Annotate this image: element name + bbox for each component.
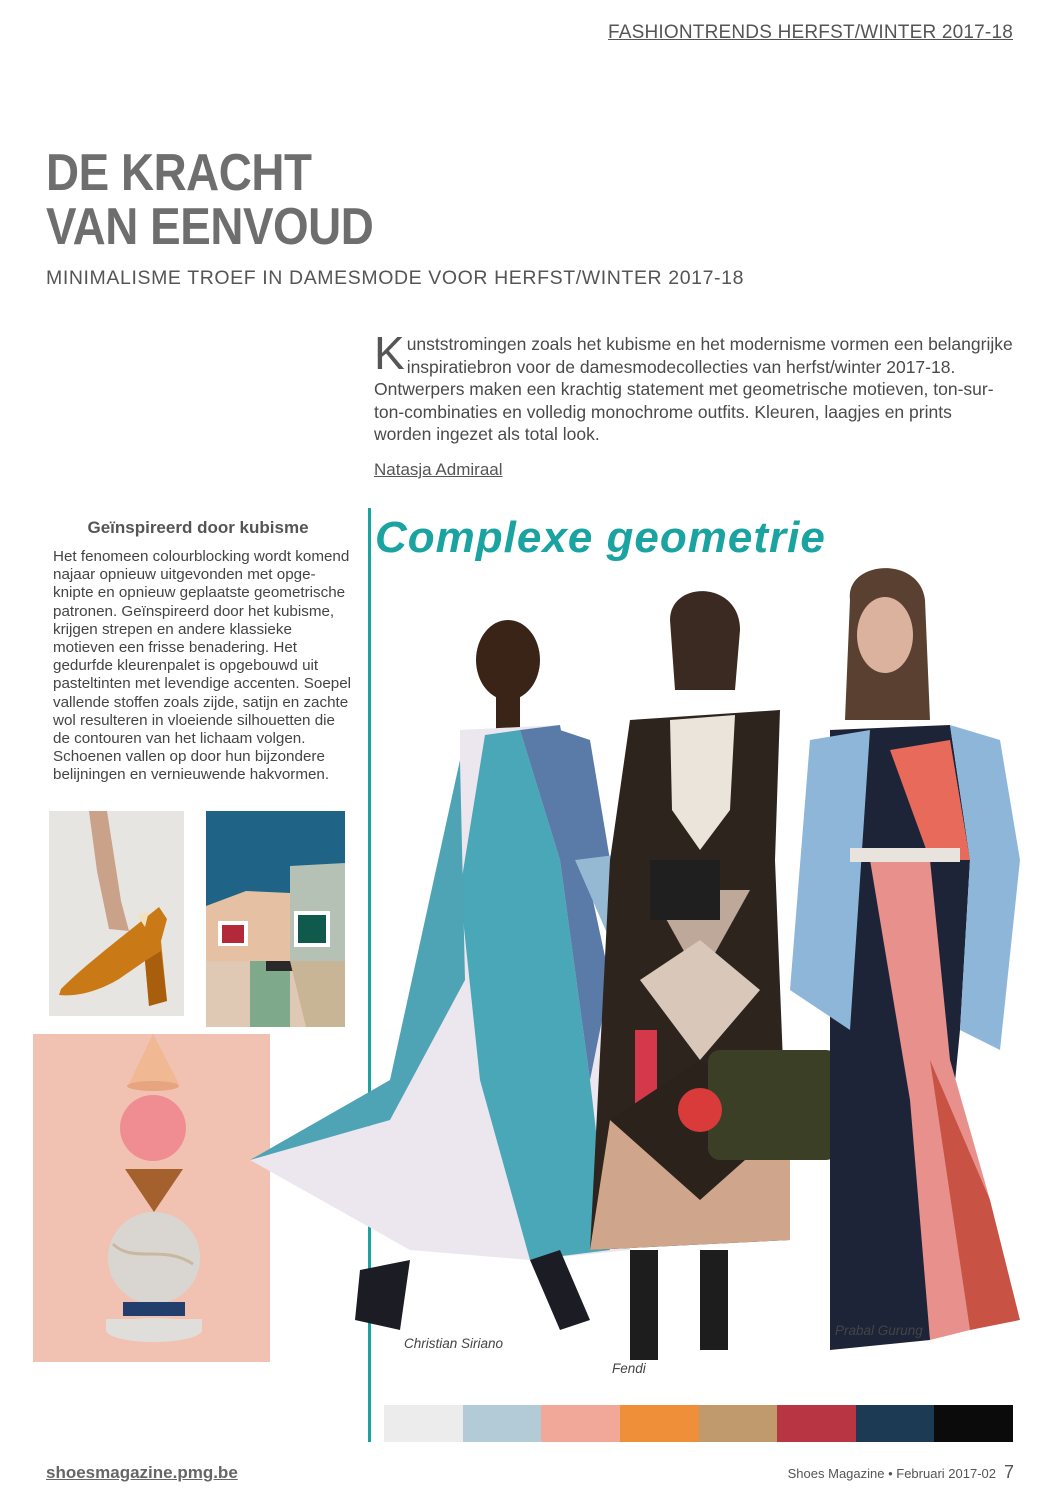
intro-paragraph (374, 327, 1014, 446)
footer-info (788, 1462, 1014, 1483)
drop-cap: K (374, 327, 405, 379)
palette-swatch (463, 1405, 542, 1442)
article-title (46, 146, 373, 254)
palette-swatch (934, 1405, 1013, 1442)
intro-text: unststromingen zoals het kubisme en het modernisme vormen een belangrijke inspiratiebron voor de damesmodecollecties van herfst/winter 2017-18. Ontwerpers maken een krachtig statement met geometrische motieven, ton-sur-ton-combinaties en volledig monochrome outfits. Kleuren, laagjes en prints worden ingezet als total look. (374, 334, 1013, 444)
caption-fendi: Fendi (612, 1361, 646, 1376)
color-palette (384, 1405, 1013, 1442)
palette-swatch (384, 1405, 463, 1442)
runway-looks-illustration (230, 560, 1030, 1390)
section-heading: Complexe geometrie (375, 513, 826, 562)
shoe-photo (49, 811, 184, 1016)
header-kicker: FASHIONTRENDS HERFST/WINTER 2017-18 (607, 22, 1013, 43)
look-prabal-gurung (790, 568, 1020, 1350)
footer-url-link[interactable]: shoesmagazine.pmg.be (46, 1463, 238, 1482)
palette-swatch (777, 1405, 856, 1442)
article-subtitle: MINIMALISME TROEF IN DAMESMODE VOOR HERFST/WINTER 2017-18 (46, 267, 745, 289)
title-line-1: DE KRACHT (46, 144, 312, 202)
palette-swatch (620, 1405, 699, 1442)
palette-swatch (699, 1405, 778, 1442)
caption-christian-siriano: Christian Siriano (404, 1336, 504, 1351)
footer-magazine: Shoes Magazine • Februari 2017-02 (787, 1466, 996, 1481)
title-line-2: VAN EENVOUD (46, 198, 374, 256)
author-link[interactable]: Natasja Admiraal (374, 460, 503, 479)
sidebar-text: Het fenomeen colourblocking wordt komend najaar opnieuw uitgevonden met opge-knipte en opnieuw geplaatste geometrische patronen. Geïnspireerd door het kubisme, krijgen strepen en andere klassieke motieven een frisse benadering. Het gedurfde kleurenpalet is opgebouwd uit pasteltinten met levendige accenten. Soepel vallende stoffen zoals zijde, satijn en zachte wol resulteren in vloeiende silhouetten die de contouren van het lichaam volgen. Schoenen vallen op door hun bijzondere belijningen en vernieuwende hakvormen. (53, 548, 352, 784)
palette-swatch (856, 1405, 935, 1442)
page-number: 7 (1003, 1462, 1014, 1482)
caption-prabal-gurung: Prabal Gurung (835, 1323, 923, 1338)
look-christian-siriano (250, 620, 650, 1330)
palette-swatch (541, 1405, 620, 1442)
sidebar-title: Geïnspireerd door kubisme (87, 518, 309, 537)
